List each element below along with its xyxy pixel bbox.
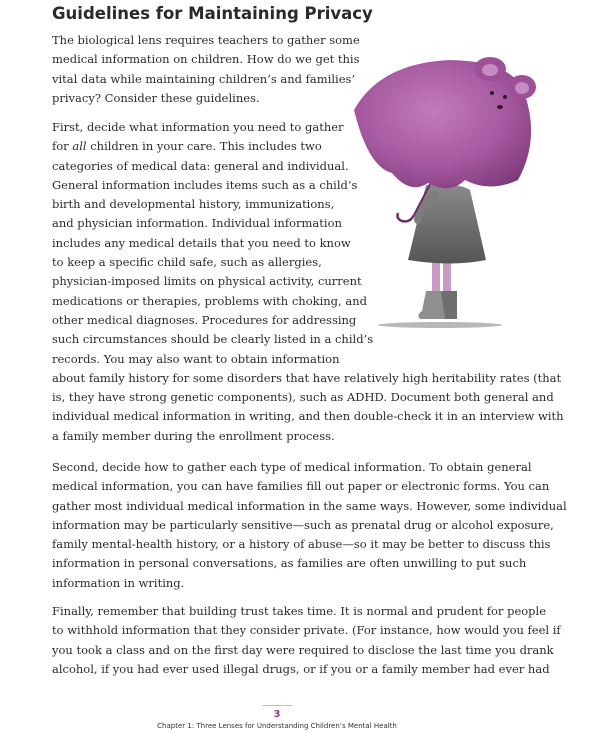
text-line: other medical diagnoses. Procedures for addressing — [52, 312, 357, 327]
text-line: is, they have strong genetic components), such as ADHD. Document both general and — [52, 390, 554, 405]
girl-with-umbrella-illustration — [340, 55, 555, 340]
text-line: such circumstances should be clearly listed in a child’s — [52, 332, 374, 347]
text-line: Finally, remember that building trust takes time. It is normal and prudent for people — [52, 604, 547, 618]
text-line: to withhold information that they consider private. (For instance, how would you feel if — [52, 623, 561, 638]
text-line: to keep a specific child safe, such as allergies, — [52, 255, 322, 270]
text-line: information may be particularly sensitive—such as prenatal drug or alcohol exposure, — [52, 517, 554, 532]
text-line: about family history for some disorders that have relatively high heritability rates (that — [52, 370, 562, 385]
text-line: gather most individual medical information in the same ways. However, some individual — [52, 498, 567, 513]
umbrella-ear-inner — [515, 82, 529, 94]
text-line: The biological lens requires teachers to gather some — [52, 33, 360, 47]
section-heading: Guidelines for Maintaining Privacy — [52, 4, 373, 23]
text-line: medical information on children. How do we get this — [52, 52, 360, 67]
text-line: records. You may also want to obtain information — [52, 351, 340, 366]
text-fragment: children in your care. This includes two — [86, 139, 322, 154]
text-line: and physician information. Individual information — [52, 216, 342, 231]
third-guideline-paragraph — [52, 602, 561, 679]
text-line: birth and developmental history, immunizations, — [52, 197, 335, 212]
intro-paragraph — [52, 31, 360, 108]
text-line: information in writing. — [52, 575, 185, 590]
page-number: 3 — [273, 709, 281, 720]
chapter-footer: Chapter 1: Three Lenses for Understanding Children’s Mental Health — [157, 722, 397, 730]
umbrella-eye — [490, 91, 494, 95]
text-line: medical information, you can have families fill out paper or electronic forms. You can — [52, 479, 550, 494]
umbrella-ear-inner — [482, 64, 498, 76]
text-line: you took a class and on the first day were required to disclose the last time you drank — [52, 642, 554, 657]
text-line: individual medical information in writing, and then double-check it in an interview with — [52, 409, 564, 424]
dress — [408, 185, 486, 264]
umbrella-handle — [398, 213, 415, 221]
umbrella-eye — [503, 95, 507, 99]
text-fragment: for — [52, 139, 73, 154]
text-line: physician-imposed limits on physical activity, current — [52, 274, 362, 289]
text-line: Second, decide how to gather each type of medical information. To obtain general — [52, 460, 532, 474]
text-line: vital data while maintaining children’s and families’ — [52, 71, 356, 86]
text-line: alcohol, if you had ever used illegal drugs, or if you or a family member had ever had — [52, 661, 550, 676]
umbrella-nose — [497, 105, 503, 109]
text-line: categories of medical data: general and individual. — [52, 158, 349, 173]
text-line: includes any medical details that you need to know — [52, 235, 351, 250]
emphasis-all: all — [72, 139, 87, 154]
footer-rule — [262, 705, 292, 706]
text-line: First, decide what information you need to gather — [52, 120, 344, 134]
text-line: privacy? Consider these guidelines. — [52, 90, 260, 105]
text-line: a family member during the enrollment process. — [52, 428, 335, 443]
ground-shadow — [378, 322, 502, 328]
text-line: medications or therapies, problems with choking, and — [52, 293, 367, 308]
second-guideline-paragraph — [52, 458, 567, 593]
text-line: family mental-health history, or a history of abuse—so it may be better to discuss this — [52, 537, 551, 552]
text-line: General information includes items such as a child’s — [52, 177, 358, 192]
text-line: information in personal conversations, as families are often unwilling to put such — [52, 556, 527, 571]
